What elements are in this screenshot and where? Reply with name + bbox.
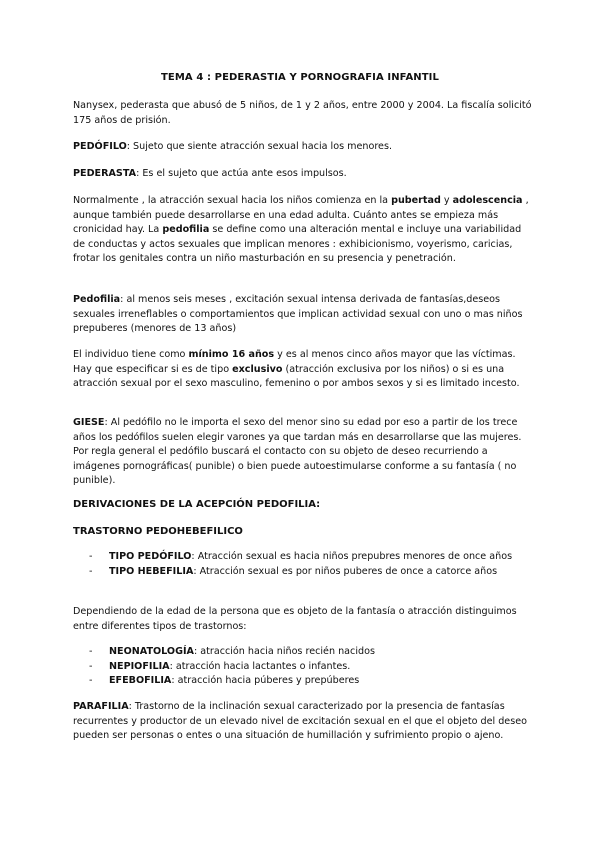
pedofilo-definition: [73, 140, 533, 155]
dependiendo-paragraph: Dependiendo de la edad de la persona que es objeto de la fantasía o atracción distinguimos entre diferentes tipos de trastornos:: [73, 606, 517, 632]
pederasta-definition: [73, 167, 533, 182]
pederasta-text: : Es el sujeto que actúa ante esos impulsos.: [136, 168, 347, 179]
pedofilia-term: pedofilia: [162, 224, 210, 236]
pedofilo-term: PEDÓFILO: [73, 141, 127, 152]
normalmente-text-1: Normalmente , la atracción sexual hacia los niños comienza en la: [73, 195, 392, 206]
nepiofilia-term: NEPIOFILIA: [109, 660, 170, 672]
list-item-efebofilia: [73, 674, 533, 689]
heading-trastorno: TRASTORNO PEDOHEBEFILICO: [73, 526, 243, 537]
tipo-hebefilia-text: : Atracción sexual es por niños puberes de once a catorce años: [193, 565, 498, 577]
list-item-tipo-pedofilo: [73, 550, 533, 565]
intro-paragraph: Nanysex, pederasta que abusó de 5 niños, de 1 y 2 años, entre 2000 y 2004. La fiscalía solicitó 175 años de prisión.: [73, 100, 532, 126]
individuo-text-2: y es al menos cinco años mayor que las víctimas. Hay que especificar si es de tipo: [73, 349, 516, 375]
list-item-neonatologia: [73, 645, 533, 660]
giese-text: : Al pedófilo no le importa el sexo del menor sino su edad por eso a partir de los trece años los pedófilos suelen elegir varones ya que tardan más en desarrollarse que las mujeres. Por regla general el pedófilo buscará el contacto con su objeto de deseo recurriendo a imágenes pornográficas( punible) o bien puede autoestimularse conforme a su fantasía ( no punible).: [73, 417, 522, 487]
pederasta-term: PEDERASTA: [73, 168, 137, 179]
giese-term: GIESE: [73, 417, 105, 428]
list-item-tipo-hebefilia: [73, 565, 533, 580]
neonatologia-term: NEONATOLOGÍA: [109, 646, 194, 657]
nepiofilia-text: : atracción hacia lactantes o infantes.: [169, 660, 351, 672]
pubertad-term: pubertad: [391, 195, 441, 206]
efebofilia-text: : atracción hacia púberes y prepúberes: [171, 675, 360, 687]
efebofilia-term: EFEBOFILIA: [109, 675, 172, 687]
giese-paragraph: [73, 416, 533, 489]
tipo-pedofilo-term: TIPO PEDÓFILO: [109, 551, 192, 562]
normalmente-paragraph: [73, 194, 533, 267]
trastornos-list: [73, 645, 533, 689]
normalmente-text-4: se define como una alteración mental e incluye una variabilidad de conductas y actos sexuales que implican menores : exhibicionismo, voyerismo, caricias, frotar los genitales contra un niño masturbación en su presencia y penetración.: [73, 224, 522, 265]
heading-derivaciones: DERIVACIONES DE LA ACEPCIÓN PEDOFILIA:: [73, 499, 321, 510]
individuo-paragraph: [73, 348, 533, 392]
normalmente-text-3: , aunque también puede desarrollarse en una edad adulta. Cuánto antes se empieza más cronicidad hay. La: [73, 195, 529, 236]
pedofilia-definition: [73, 293, 533, 337]
pedofilo-text: : Sujeto que siente atracción sexual hacia los menores.: [126, 141, 393, 152]
neonatologia-text: : atracción hacia niños recién nacidos: [193, 646, 375, 657]
pedofilia-def-term: Pedofilia: [73, 294, 121, 305]
exclusivo-term: exclusivo: [232, 363, 283, 375]
tipo-pedofilo-text: : Atracción sexual es hacia niños prepubres menores de once años: [191, 551, 513, 562]
adolescencia-term: adolescencia: [452, 195, 523, 206]
tipos-list: [73, 550, 533, 579]
parafilia-term: PARAFILIA: [73, 701, 129, 712]
pedofilia-def-text: : al menos seis meses , excitación sexual intensa derivada de fantasías,deseos sexuales irreneflables o comportamientos que implican actividad sexual con uno o mas niños prepuberes (menores de 13 años): [73, 294, 523, 335]
list-item-nepiofilia: [73, 660, 533, 675]
tipo-hebefilia-term: TIPO HEBEFILIA: [109, 565, 194, 577]
individuo-text-3: (atracción exclusiva por los niños) o si es una atracción sexual por el sexo masculino, femenino o por ambos sexos y si es limitado incesto.: [73, 363, 520, 390]
normalmente-text-2: y: [440, 195, 453, 206]
parafilia-text: : Trastorno de la inclinación sexual caracterizado por la presencia de fantasías recurrentes y productor de un elevado nivel de excitación sexual en el que el objeto del deseo pueden ser personas o entes o una situación de humillación y sufrimiento propio o ajeno.: [73, 701, 527, 742]
minimo-16-term: mínimo 16 años: [188, 349, 275, 360]
individuo-text-1: El individuo tiene como: [73, 349, 189, 360]
document-title: TEMA 4 : PEDERASTIA Y PORNOGRAFIA INFANTIL: [161, 72, 439, 83]
parafilia-paragraph: [73, 700, 533, 744]
